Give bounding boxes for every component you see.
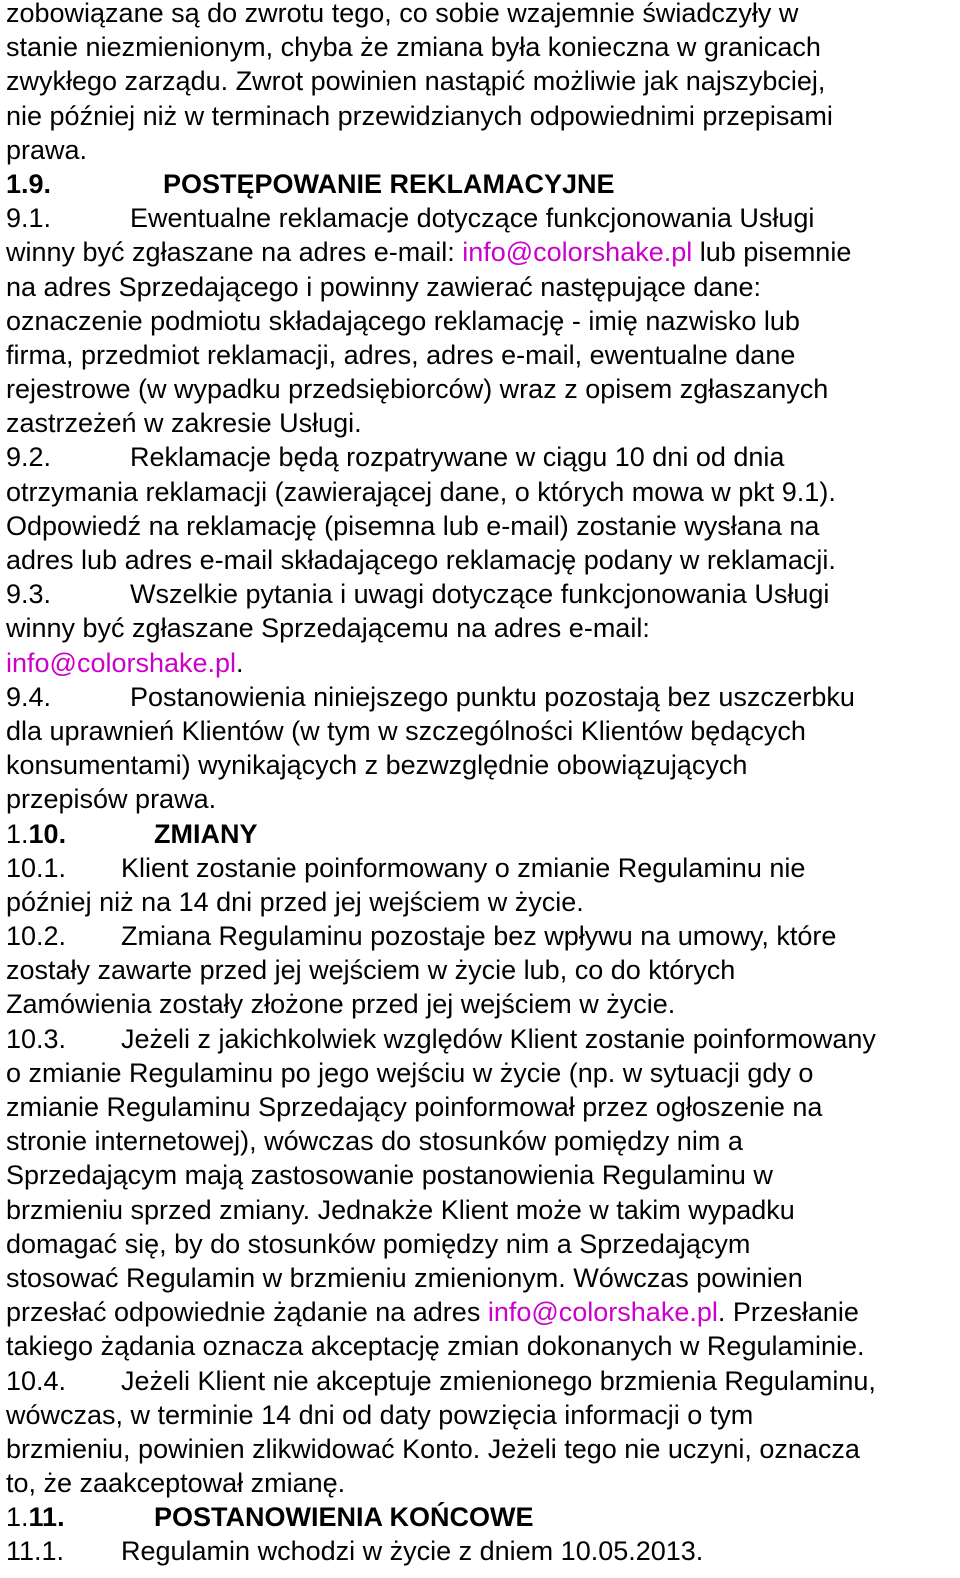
paragraph-line: później niż na 14 dni przed jej wejściem w życie. (6, 886, 584, 917)
section-title: ZMIANY (154, 818, 258, 849)
paragraph-line: takiego żądania oznacza akceptację zmian dokonanych w Regulaminie. (6, 1331, 865, 1362)
paragraph-line: dla uprawnień Klientów (w tym w szczególności Klientów będących (6, 715, 806, 746)
section-number-prefix: 1. (6, 1502, 29, 1533)
paragraph-line: zostały zawarte przed jej wejściem w życie lub, co do których (6, 955, 736, 986)
intro-line: nie później niż w terminach przewidzianych odpowiednimi przepisami (6, 100, 833, 131)
paragraph-line: brzmieniu sprzed zmiany. Jednakże Klient może w takim wypadku (6, 1194, 795, 1225)
paragraph-line: adres lub adres e-mail składającego reklamację podany w reklamacji. (6, 545, 836, 575)
paragraph-text: Ewentualne reklamacje dotyczące funkcjonowania Usługi (130, 203, 815, 234)
paragraph-text: Wszelkie pytania i uwagi dotyczące funkcjonowania Usługi (130, 579, 830, 610)
paragraph-line: rejestrowe (w wypadku przedsiębiorców) wraz z opisem zgłaszanych (6, 374, 829, 405)
paragraph-text: Regulamin wchodzi w życie z dniem 10.05.2013. (121, 1536, 704, 1567)
paragraph-text: . (236, 647, 244, 678)
email-link[interactable]: info@colorshake.pl (6, 647, 237, 678)
paragraph-line (6, 577, 956, 611)
section-number-prefix: 1. (6, 818, 29, 849)
paragraph-line: firma, przedmiot reklamacji, adres, adres e-mail, ewentualne dane (6, 339, 796, 370)
paragraph-line: konsumentami) wynikających z bezwzględnie obowiązujących (6, 750, 748, 781)
paragraph-text: lub pisemnie (692, 237, 852, 268)
paragraph-text: Zmiana Regulaminu pozostaje bez wpływu na umowy, które (121, 921, 837, 952)
paragraph-line: oznaczenie podmiotu składającego reklamację - imię nazwisko lub (6, 305, 800, 336)
paragraph-line: o zmianie Regulaminu po jego wejściu w życie (np. w sytuacji gdy o (6, 1057, 814, 1088)
intro-line: stanie niezmienionym, chyba że zmiana była konieczna w granicach (6, 32, 821, 63)
paragraph-number: 9.2. (6, 442, 52, 473)
paragraph-line (6, 680, 956, 714)
email-link[interactable]: info@colorshake.pl (487, 1297, 718, 1328)
paragraph-line: stosować Regulamin w brzmieniu zmienionym. Wówczas powinien (6, 1262, 803, 1293)
paragraph-line: Sprzedającym mają zastosowanie postanowienia Regulaminu w (6, 1160, 773, 1191)
email-link[interactable]: info@colorshake.pl (462, 237, 693, 268)
paragraph-number: 10.1. (6, 852, 67, 883)
section-heading-9 (6, 167, 956, 201)
paragraph-line (6, 235, 956, 269)
paragraph-line: Zamówienia zostały złożone przed jej wejściem w życie. (6, 989, 676, 1020)
paragraph-line (6, 1364, 956, 1398)
paragraph-line: winny być zgłaszane Sprzedającemu na adres e-mail: (6, 613, 650, 644)
paragraph-text: . Przesłanie (717, 1297, 859, 1328)
section-number (6, 1500, 154, 1534)
intro-line: zobowiązane są do zwrotu tego, co sobie wzajemnie świadczyły w (6, 0, 799, 28)
paragraph-line: Odpowiedź na reklamację (pisemna lub e-mail) zostanie wysłana na (6, 510, 820, 541)
paragraph-number: 10.2. (6, 921, 67, 952)
paragraph-line (6, 1022, 956, 1056)
paragraph-text: Jeżeli z jakichkolwiek względów Klient zostanie poinformowany (121, 1023, 876, 1054)
paragraph-text: przesłać odpowiednie żądanie na adres (6, 1297, 488, 1328)
paragraph-line (6, 919, 956, 953)
paragraph-line (6, 851, 956, 885)
section-number: 1.9. (6, 168, 52, 199)
intro-line: zwykłego zarządu. Zwrot powinien nastąpić możliwie jak najszybciej, (6, 66, 826, 97)
section-number-main: 11. (28, 1502, 65, 1533)
paragraph-line: na adres Sprzedającego i powinny zawierać następujące dane: (6, 271, 761, 302)
paragraph-line: zastrzeżeń w zakresie Usługi. (6, 408, 362, 439)
section-title: POSTANOWIENIA KOŃCOWE (154, 1502, 534, 1533)
paragraph-number: 9.4. (6, 681, 52, 712)
paragraph-text: Postanowienia niniejszego punktu pozostają bez uszczerbku (130, 681, 855, 712)
paragraph-text: Reklamacje będą rozpatrywane w ciągu 10 dni od dnia (130, 442, 785, 473)
paragraph-line: to, że zaakceptował zmianę. (6, 1468, 346, 1499)
section-number (6, 817, 154, 851)
section-heading-11 (6, 1500, 956, 1534)
section-number-main: 10. (28, 818, 67, 849)
paragraph-line: zmianie Regulaminu Sprzedający poinformował przez ogłoszenie na (6, 1092, 823, 1122)
paragraph-text: Jeżeli Klient nie akceptuje zmienionego brzmienia Regulaminu, (121, 1365, 876, 1396)
paragraph-line (6, 440, 956, 474)
paragraph-line (6, 1534, 956, 1568)
paragraph-number: 11.1. (6, 1536, 65, 1567)
paragraph-text: Klient zostanie poinformowany o zmianie Regulaminu nie (121, 852, 806, 883)
paragraph-line (6, 1295, 956, 1329)
paragraph-line: brzmieniu, powinien zlikwidować Konto. Jeżeli tego nie uczyni, oznacza (6, 1433, 860, 1464)
paragraph-line (6, 201, 956, 235)
section-title: POSTĘPOWANIE REKLAMACYJNE (163, 168, 615, 199)
paragraph-line: otrzymania reklamacji (zawierającej dane, o których mowa w pkt 9.1). (6, 476, 836, 507)
paragraph-line (6, 646, 956, 680)
intro-line: prawa. (6, 134, 88, 165)
paragraph-number: 10.4. (6, 1365, 67, 1396)
paragraph-line: wówczas, w terminie 14 dni od daty powzięcia informacji o tym (6, 1399, 754, 1430)
paragraph-number: 10.3. (6, 1023, 67, 1054)
paragraph-number: 9.1. (6, 203, 52, 234)
section-heading-10 (6, 817, 956, 851)
paragraph-text: winny być zgłaszane na adres e-mail: (6, 237, 463, 268)
paragraph-line: przepisów prawa. (6, 784, 217, 815)
paragraph-line: domagać się, by do stosunków pomiędzy nim a Sprzedającym (6, 1228, 751, 1259)
paragraph-line: stronie internetowej), wówczas do stosunków pomiędzy nim a (6, 1126, 743, 1157)
paragraph-number: 9.3. (6, 579, 52, 610)
